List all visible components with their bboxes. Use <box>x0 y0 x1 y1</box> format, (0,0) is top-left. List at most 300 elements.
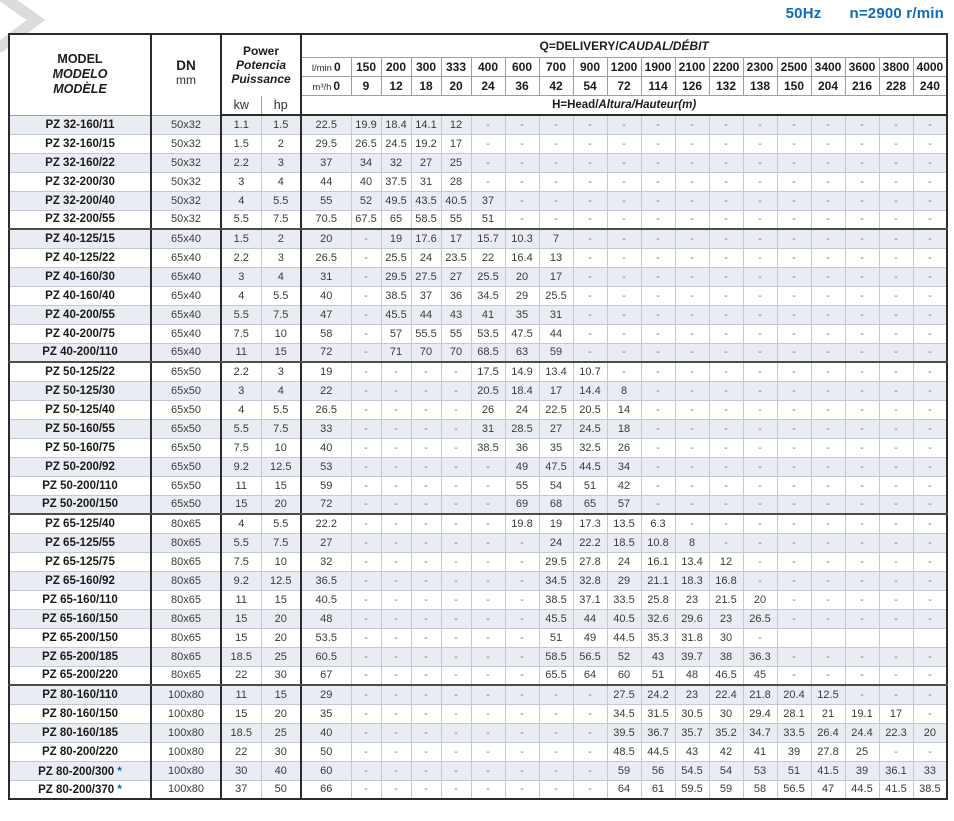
head-value-cell: - <box>505 761 539 780</box>
head-value-cell: 13.4 <box>675 552 709 571</box>
dn-cell: 50x32 <box>151 134 221 153</box>
model-cell <box>9 723 151 742</box>
head-value-cell: - <box>675 495 709 514</box>
head-value-cell: - <box>441 495 471 514</box>
kw-cell: 2.2 <box>221 248 261 267</box>
head-value-cell: 59 <box>301 476 351 495</box>
head-value-cell: 24 <box>411 248 441 267</box>
head-value-cell: - <box>845 134 879 153</box>
head-value-cell: 10.8 <box>641 533 675 552</box>
head-value-cell: - <box>441 514 471 533</box>
head-value-cell: - <box>709 381 743 400</box>
head-value-cell: - <box>441 628 471 647</box>
kw-cell: 5.5 <box>221 305 261 324</box>
table-row <box>9 495 947 514</box>
head-value-cell: - <box>573 723 607 742</box>
head-value-cell: - <box>913 495 947 514</box>
head-value-cell: 16.1 <box>641 552 675 571</box>
model-cell <box>9 248 151 267</box>
head-value-cell: 20 <box>743 590 777 609</box>
head-value-cell: - <box>441 381 471 400</box>
table-row <box>9 153 947 172</box>
head-value-cell: - <box>471 685 505 704</box>
table-row <box>9 628 947 647</box>
head-value-cell: - <box>811 381 845 400</box>
head-value-cell: 39.7 <box>675 647 709 666</box>
head-value-cell: 37 <box>411 286 441 305</box>
head-value-cell: - <box>471 115 505 134</box>
head-value-cell: - <box>845 438 879 457</box>
head-value-cell: - <box>845 571 879 590</box>
head-value-cell: 8 <box>607 381 641 400</box>
head-value-cell: 36 <box>505 438 539 457</box>
dn-cell: 80x65 <box>151 571 221 590</box>
head-value-cell: 30 <box>709 704 743 723</box>
head-value-cell: - <box>441 685 471 704</box>
model-name: PZ 80-160/185 <box>41 726 119 739</box>
head-value-cell: - <box>913 571 947 590</box>
dn-cell: 80x65 <box>151 647 221 666</box>
head-value-cell: - <box>505 723 539 742</box>
head-value-cell: 33 <box>301 419 351 438</box>
head-value-cell: 25 <box>441 153 471 172</box>
lmin-unit-cell <box>301 58 351 77</box>
head-value-cell: 13 <box>539 248 573 267</box>
model-name: PZ 65-200/150 <box>41 631 119 644</box>
head-value-cell: - <box>913 134 947 153</box>
head-value-cell: - <box>381 514 411 533</box>
head-value-cell: - <box>505 685 539 704</box>
head-value-cell: - <box>777 609 811 628</box>
hp-cell: 20 <box>261 495 301 514</box>
head-value-cell: 37.1 <box>573 590 607 609</box>
dn-cell: 50x32 <box>151 191 221 210</box>
dn-cell: 65x40 <box>151 305 221 324</box>
model-cell <box>9 457 151 476</box>
head-value-cell: - <box>351 514 381 533</box>
head-value-cell: - <box>607 305 641 324</box>
head-value-cell: 34 <box>607 457 641 476</box>
hp-cell: 5.5 <box>261 400 301 419</box>
flow-header-cell: 150 <box>351 58 381 77</box>
head-value-cell: - <box>641 286 675 305</box>
head-value-cell: - <box>471 628 505 647</box>
head-value-cell: - <box>675 172 709 191</box>
table-row <box>9 400 947 419</box>
head-value-cell: - <box>471 172 505 191</box>
head-value-cell: - <box>351 381 381 400</box>
head-value-cell: - <box>777 457 811 476</box>
head-value-cell: - <box>709 343 743 362</box>
head-value-cell: - <box>351 267 381 286</box>
head-value-cell: - <box>411 362 441 381</box>
head-value-cell: 34.5 <box>471 286 505 305</box>
model-cell <box>9 780 151 799</box>
head-value-cell: - <box>471 609 505 628</box>
head-value-cell: - <box>539 723 573 742</box>
head-value-cell: - <box>641 248 675 267</box>
head-value-cell: 37 <box>301 153 351 172</box>
table-row <box>9 305 947 324</box>
kw-cell: 9.2 <box>221 571 261 590</box>
head-value-cell: - <box>811 153 845 172</box>
head-value-cell: 17 <box>539 381 573 400</box>
head-value-cell: 27.8 <box>573 552 607 571</box>
head-value-cell: - <box>351 742 381 761</box>
head-value-cell: - <box>381 476 411 495</box>
head-value-cell: - <box>539 153 573 172</box>
head-value-cell: - <box>777 286 811 305</box>
head-value-cell: - <box>879 552 913 571</box>
model-name: PZ 65-125/75 <box>45 555 115 568</box>
model-cell <box>9 590 151 609</box>
head-value-cell: - <box>845 267 879 286</box>
head-value-cell: - <box>505 704 539 723</box>
table-row <box>9 381 947 400</box>
kw-cell: 18.5 <box>221 647 261 666</box>
model-name: PZ 50-125/30 <box>45 384 115 397</box>
head-value-cell: - <box>539 134 573 153</box>
head-value-cell: - <box>709 115 743 134</box>
head-value-cell: 54 <box>709 761 743 780</box>
head-value-cell: - <box>471 552 505 571</box>
head-value-cell: - <box>573 134 607 153</box>
head-value-cell: 44 <box>301 172 351 191</box>
head-value-cell: 23 <box>675 685 709 704</box>
head-value-cell: - <box>811 134 845 153</box>
head-value-cell: 10.3 <box>505 229 539 248</box>
head-value-cell: 31.8 <box>675 628 709 647</box>
head-value-cell: - <box>351 723 381 742</box>
head-value-cell: 60 <box>607 666 641 685</box>
head-value-cell: - <box>411 400 441 419</box>
head-value-cell: - <box>607 172 641 191</box>
head-value-cell: - <box>777 324 811 343</box>
head-value-cell: - <box>845 609 879 628</box>
flow-header-cell: 240 <box>913 77 947 96</box>
head-value-cell: - <box>709 457 743 476</box>
head-value-cell: - <box>777 666 811 685</box>
head-value-cell: 27 <box>411 153 441 172</box>
head-value-cell: 29 <box>607 571 641 590</box>
head-value-cell: - <box>351 419 381 438</box>
head-value-cell: 65.5 <box>539 666 573 685</box>
table-header <box>9 34 947 115</box>
head-value-cell: 64 <box>573 666 607 685</box>
head-value-cell: - <box>743 324 777 343</box>
head-value-cell: 17 <box>441 229 471 248</box>
dn-cell: 50x32 <box>151 210 221 229</box>
head-value-cell: 41.5 <box>811 761 845 780</box>
hp-cell: 30 <box>261 666 301 685</box>
table-row <box>9 438 947 457</box>
head-value-cell: - <box>381 609 411 628</box>
hp-cell: 7.5 <box>261 533 301 552</box>
power-header-fr: Puissance <box>231 72 291 87</box>
head-value-cell: 53.5 <box>301 628 351 647</box>
model-name: PZ 65-160/110 <box>42 593 118 606</box>
head-value-cell: 27.5 <box>607 685 641 704</box>
head-value-cell: 44.5 <box>573 457 607 476</box>
head-value-cell: 55 <box>505 476 539 495</box>
head-value-cell: - <box>505 172 539 191</box>
head-value-cell: 55 <box>301 191 351 210</box>
head-value-cell: 18 <box>607 419 641 438</box>
head-value-cell: - <box>411 647 441 666</box>
table-row <box>9 552 947 571</box>
flow-zero-value: 0 <box>333 60 341 74</box>
head-value-cell: 17 <box>879 704 913 723</box>
head-value-cell: - <box>471 134 505 153</box>
table-row <box>9 685 947 704</box>
head-value-cell: 67.5 <box>351 210 381 229</box>
kw-cell: 3 <box>221 172 261 191</box>
head-value-cell: 29.6 <box>675 609 709 628</box>
head-value-cell: 28 <box>441 172 471 191</box>
head-value-cell: - <box>913 419 947 438</box>
head-value-cell <box>811 628 845 647</box>
head-value-cell: - <box>675 514 709 533</box>
head-value-cell: - <box>675 248 709 267</box>
head-value-cell: - <box>879 134 913 153</box>
model-name: PZ 40-125/22 <box>45 251 115 264</box>
head-value-cell: - <box>879 286 913 305</box>
head-value-cell: - <box>913 267 947 286</box>
head-value-cell: 34.5 <box>607 704 641 723</box>
kw-cell: 5.5 <box>221 210 261 229</box>
head-value-cell: - <box>675 210 709 229</box>
head-value-cell: 30 <box>709 628 743 647</box>
head-value-cell: - <box>471 704 505 723</box>
head-value-cell: - <box>777 210 811 229</box>
head-value-cell: 20 <box>505 267 539 286</box>
dn-cell: 100x80 <box>151 780 221 799</box>
head-value-cell: - <box>845 362 879 381</box>
head-value-cell: - <box>351 590 381 609</box>
head-value-cell: - <box>879 191 913 210</box>
head-value-cell: - <box>641 134 675 153</box>
hp-cell: 25 <box>261 723 301 742</box>
head-value-cell: - <box>573 115 607 134</box>
kw-cell: 11 <box>221 343 261 362</box>
head-value-cell: 22 <box>301 381 351 400</box>
hp-cell: 30 <box>261 742 301 761</box>
head-value-cell: 44.5 <box>641 742 675 761</box>
hp-cell: 50 <box>261 780 301 799</box>
head-value-cell: - <box>381 647 411 666</box>
head-value-cell: - <box>641 476 675 495</box>
head-value-cell: - <box>381 362 411 381</box>
head-value-cell: - <box>811 514 845 533</box>
head-value-cell: - <box>381 685 411 704</box>
head-value-cell: - <box>879 533 913 552</box>
head-value-cell: - <box>675 267 709 286</box>
head-value-cell: - <box>777 495 811 514</box>
head-value-cell: - <box>879 153 913 172</box>
head-value-cell: 39 <box>777 742 811 761</box>
head-value-cell: - <box>607 191 641 210</box>
head-value-cell: - <box>411 381 441 400</box>
head-value-cell: - <box>471 723 505 742</box>
head-value-cell: - <box>913 514 947 533</box>
head-value-cell: - <box>505 666 539 685</box>
head-value-cell: 22.5 <box>301 115 351 134</box>
head-value-cell: - <box>641 381 675 400</box>
head-value-cell: - <box>381 381 411 400</box>
head-value-cell: - <box>381 419 411 438</box>
head-value-cell: - <box>743 457 777 476</box>
head-value-cell: - <box>641 210 675 229</box>
head-value-cell: - <box>411 514 441 533</box>
head-value-cell: 45 <box>743 666 777 685</box>
dn-cell: 80x65 <box>151 609 221 628</box>
head-value-cell: - <box>441 723 471 742</box>
head-value-cell: - <box>845 153 879 172</box>
table-row <box>9 210 947 229</box>
lmin-label: l/min <box>311 63 332 74</box>
dn-cell: 50x32 <box>151 115 221 134</box>
flow-header-cell: 24 <box>471 77 505 96</box>
table-row <box>9 457 947 476</box>
head-value-cell: - <box>811 495 845 514</box>
model-cell <box>9 533 151 552</box>
head-value-cell: - <box>351 761 381 780</box>
head-value-cell: 21 <box>811 704 845 723</box>
head-value-cell: - <box>505 533 539 552</box>
head-value-cell: 48 <box>675 666 709 685</box>
model-name: PZ 65-200/220 <box>41 669 119 682</box>
table-row <box>9 229 947 248</box>
hp-cell: 20 <box>261 609 301 628</box>
model-cell <box>9 191 151 210</box>
head-value-cell: 34.7 <box>743 723 777 742</box>
model-cell <box>9 514 151 533</box>
flow-header-cell: 54 <box>573 77 607 96</box>
head-value-cell: - <box>381 457 411 476</box>
flow-header-cell: 36 <box>505 77 539 96</box>
table-row <box>9 476 947 495</box>
head-value-cell: - <box>411 571 441 590</box>
model-name: PZ 80-160/110 <box>42 688 118 701</box>
head-value-cell: - <box>913 533 947 552</box>
head-value-cell: - <box>743 115 777 134</box>
head-value-cell: 24.4 <box>845 723 879 742</box>
head-value-cell: - <box>607 267 641 286</box>
head-value-cell: - <box>879 305 913 324</box>
model-cell <box>9 115 151 134</box>
dn-cell: 65x50 <box>151 419 221 438</box>
head-value-cell: 25.5 <box>381 248 411 267</box>
head-value-cell: - <box>351 248 381 267</box>
model-name: PZ 80-200/220 <box>41 745 119 758</box>
head-value-cell: - <box>743 286 777 305</box>
head-value-cell: 17.3 <box>573 514 607 533</box>
head-value-cell: 19.2 <box>411 134 441 153</box>
head-value-cell: 41.5 <box>879 780 913 799</box>
dn-cell: 80x65 <box>151 552 221 571</box>
frequency-label: 50Hz <box>785 5 822 22</box>
head-value-cell: 72 <box>301 495 351 514</box>
head-value-cell: - <box>539 742 573 761</box>
head-value-cell: 51 <box>777 761 811 780</box>
head-value-cell: 14.1 <box>411 115 441 134</box>
head-value-cell: 36.7 <box>641 723 675 742</box>
hp-cell: 7.5 <box>261 419 301 438</box>
head-value-cell: - <box>471 533 505 552</box>
dn-cell: 80x65 <box>151 514 221 533</box>
head-value-cell: 12.5 <box>811 685 845 704</box>
head-value-cell: - <box>351 704 381 723</box>
head-value-cell: - <box>879 476 913 495</box>
head-value-cell: 18.4 <box>381 115 411 134</box>
head-value-cell: - <box>573 229 607 248</box>
head-value-cell: 15.7 <box>471 229 505 248</box>
head-value-cell: - <box>709 305 743 324</box>
model-cell <box>9 704 151 723</box>
hp-cell: 1.5 <box>261 115 301 134</box>
head-value-cell: - <box>505 609 539 628</box>
head-value-cell: - <box>777 419 811 438</box>
head-value-cell: - <box>505 628 539 647</box>
head-value-cell: 33 <box>913 761 947 780</box>
head-value-cell: 27 <box>441 267 471 286</box>
head-value-cell: - <box>845 457 879 476</box>
head-value-cell: - <box>351 343 381 362</box>
flow-header-cell: 300 <box>411 58 441 77</box>
head-title <box>301 96 947 116</box>
head-value-cell: - <box>351 533 381 552</box>
kw-cell: 15 <box>221 609 261 628</box>
head-value-cell: - <box>573 267 607 286</box>
head-value-cell: 61 <box>641 780 675 799</box>
model-cell <box>9 381 151 400</box>
head-value-cell: 8 <box>675 533 709 552</box>
head-value-cell: - <box>573 153 607 172</box>
head-value-cell: - <box>641 172 675 191</box>
head-value-cell: - <box>709 362 743 381</box>
head-value-cell: - <box>709 191 743 210</box>
model-cell <box>9 362 151 381</box>
head-value-cell: - <box>709 153 743 172</box>
head-value-cell: 21.1 <box>641 571 675 590</box>
m3h-label: m³/h <box>312 82 332 93</box>
model-name: PZ 65-160/92 <box>45 574 115 587</box>
dn-cell: 65x50 <box>151 362 221 381</box>
kw-cell: 15 <box>221 704 261 723</box>
model-header-en: MODEL <box>57 52 103 67</box>
kw-cell: 3 <box>221 381 261 400</box>
head-value-cell: - <box>607 343 641 362</box>
head-value-cell: 54.5 <box>675 761 709 780</box>
hp-cell: 15 <box>261 685 301 704</box>
head-value-cell: - <box>411 742 441 761</box>
kw-cell: 30 <box>221 761 261 780</box>
hp-cell: 10 <box>261 552 301 571</box>
head-value-cell: - <box>777 381 811 400</box>
head-value-cell: - <box>573 210 607 229</box>
head-value-cell: - <box>381 780 411 799</box>
head-value-cell: - <box>539 115 573 134</box>
head-value-cell: 58 <box>743 780 777 799</box>
head-value-cell: 38.5 <box>913 780 947 799</box>
head-value-cell: 26.5 <box>301 400 351 419</box>
hp-cell: 4 <box>261 267 301 286</box>
flow-header-cell: 3600 <box>845 58 879 77</box>
head-value-cell: - <box>471 590 505 609</box>
head-value-cell: 49 <box>573 628 607 647</box>
head-value-cell: 40.5 <box>441 191 471 210</box>
head-value-cell: - <box>381 723 411 742</box>
